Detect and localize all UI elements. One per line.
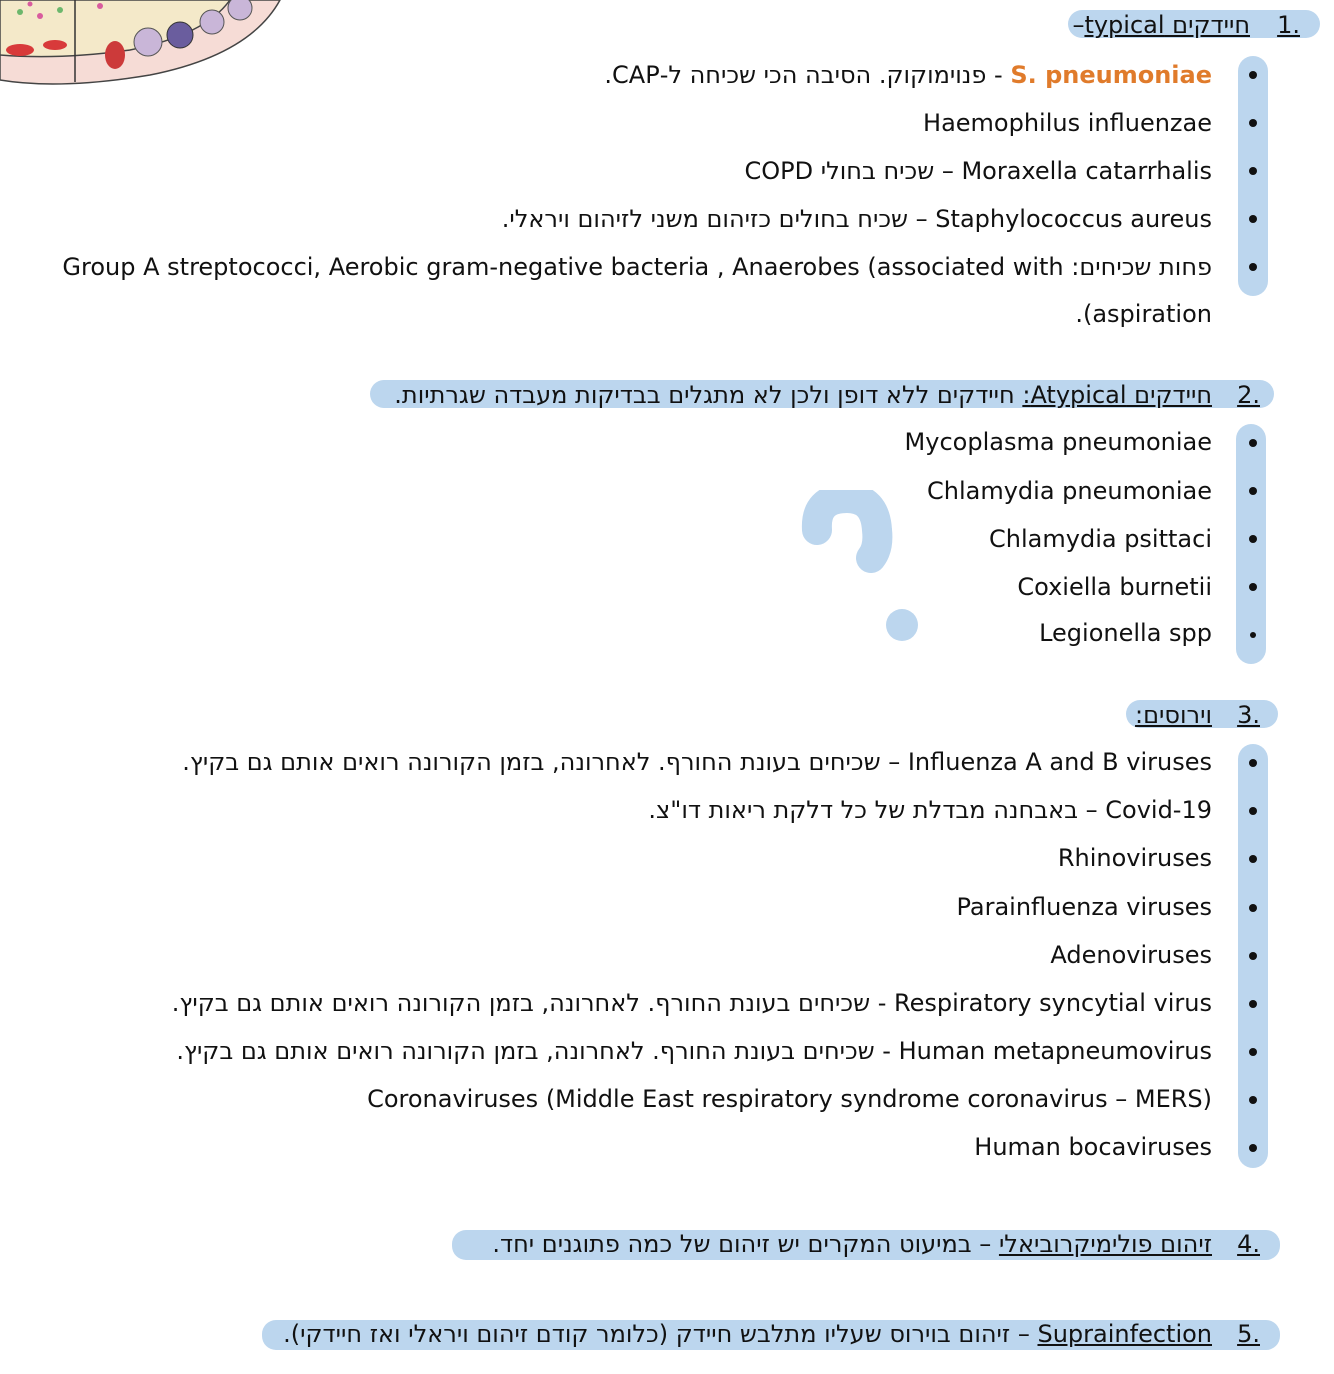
list-item [604,60,1212,90]
list-item: Coxiella burnetii [1017,573,1212,601]
bullet [1249,583,1257,591]
list-item: Chlamydia psittaci [989,525,1212,553]
section-1-list-bar [1238,56,1268,296]
question-mark-icon [795,490,925,650]
section-1-title-suffix: – [1072,11,1085,39]
list-item: Coronaviruses (Middle East respiratory syndrome coronavirus – MERS) [367,1085,1212,1113]
list-item: Human metapneumovirus - שכיחים בעונת החורף. לאחרונה, בזמן הקורונה רואים אותם גם בקיץ. [176,1037,1212,1065]
list-item: Haemophilus influenzae [923,109,1212,137]
list-item: פחות שכיחים: Group A streptococci, Aerobic gram-negative bacteria , Anaerobes (associated with [62,253,1212,281]
section-4-number: 4. [1237,1230,1260,1258]
list-item: Human bocaviruses [974,1133,1212,1161]
list-item: Adenoviruses [1050,941,1212,969]
list-item: Legionella spp [1039,619,1212,647]
section-5-number: 5. [1237,1320,1260,1348]
section-2-title-suffix: חיידקים ללא דופן ולכן לא מתגלים בבדיקות מעבדה שגרתיות. [394,381,1023,409]
alveolus-illustration [0,0,290,90]
section-1-title-text: חיידקים typical [1084,11,1250,39]
section-1-number: 1. [1277,11,1300,39]
section-1-title [1072,10,1250,40]
list-item: Moraxella catarrhalis – שכיח בחולי COPD [744,157,1212,185]
section-5-title-text: Suprainfection [1037,1320,1212,1348]
list-item: Mycoplasma pneumoniae [904,428,1212,456]
bullet [1250,632,1256,638]
bullet [1249,215,1257,223]
list-item: Covid-19 – באבחנה מבדלת של כל דלקת ריאות דו"צ. [648,796,1212,824]
bullet [1249,71,1257,79]
bullet [1249,119,1257,127]
section-2-title-text: חיידקים Atypical: [1022,381,1212,409]
bullet [1249,904,1257,912]
list-item: Rhinoviruses [1057,844,1212,872]
section-2-title [394,380,1212,410]
bullet [1249,1096,1257,1104]
bullet [1249,759,1257,767]
bullet [1249,167,1257,175]
section-4-title-suffix: – במיעוט המקרים יש זיהום של כמה פתוגנים יחד. [492,1230,999,1258]
bullet [1249,855,1257,863]
bullet [1249,535,1257,543]
section-5-title-suffix: – זיהום בוירוס שעליו מתלבש חיידק (כלומר קודם זיהום ויראלי ואז חיידקי). [283,1320,1038,1348]
bullet [1249,1144,1257,1152]
list-item: Staphylococcus aureus – שכיח בחולים כזיהום משני לזיהום ויראלי. [501,205,1212,233]
bullet [1249,807,1257,815]
bullet [1249,952,1257,960]
list-item-continuation: aspiration). [1075,300,1212,328]
organism-name: S. pneumoniae [1010,61,1212,89]
item-description: - פנוימוקוק. הסיבה הכי שכיחה ל-CAP. [604,61,1011,89]
bullet [1249,439,1257,447]
section-2-list-bar [1236,424,1266,664]
bullet [1249,263,1257,271]
bullet [1249,487,1257,495]
list-item: Respiratory syncytial virus - שכיחים בעונת החורף. לאחרונה, בזמן הקורונה רואים אותם גם בקיץ. [171,989,1212,1017]
list-item: Influenza A and B viruses – שכיחים בעונת החורף. לאחרונה, בזמן הקורונה רואים אותם גם בקיץ. [182,748,1212,776]
list-item: Parainfluenza viruses [956,893,1212,921]
section-4-title-text: זיהום פולימיקרוביאלי [998,1230,1212,1258]
list-item: Chlamydia pneumoniae [927,477,1212,505]
section-4-title [492,1229,1212,1259]
bullet [1249,1000,1257,1008]
section-3-title: וירוסים: [1135,701,1212,729]
section-3-number: 3. [1237,701,1260,729]
section-5-title [283,1319,1212,1349]
bullet [1249,1048,1257,1056]
section-2-number: 2. [1237,381,1260,409]
